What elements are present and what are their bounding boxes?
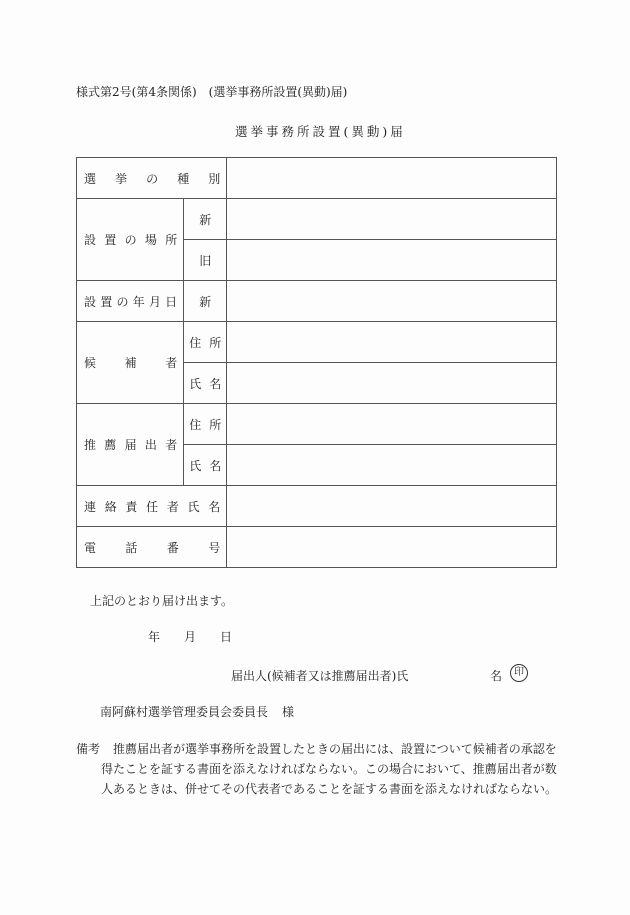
recipient bbox=[100, 703, 294, 720]
label-candidate-address: 住 所 bbox=[184, 322, 227, 363]
year-label: 年 bbox=[148, 630, 161, 644]
label-contact-person: 連 絡 責 任 者 氏 名 bbox=[77, 486, 227, 527]
row-recommender-address bbox=[77, 404, 557, 445]
row-candidate-address bbox=[77, 322, 557, 363]
label-recommender: 推 薦 届 出 者 bbox=[77, 404, 184, 486]
date-line bbox=[148, 628, 232, 645]
label-candidate-name: 氏 名 bbox=[184, 363, 227, 404]
row-location-new bbox=[77, 199, 557, 240]
form-header bbox=[76, 83, 347, 100]
candidate-address-field[interactable] bbox=[227, 322, 557, 363]
remarks-label: 備考 bbox=[76, 742, 101, 756]
location-old-field[interactable] bbox=[227, 240, 557, 281]
row-phone bbox=[77, 527, 557, 568]
filer-name-suffix: 名 bbox=[490, 669, 503, 683]
day-label: 日 bbox=[220, 630, 233, 644]
contact-person-field[interactable] bbox=[227, 486, 557, 527]
label-location-new: 新 bbox=[184, 199, 227, 240]
notification-form-table bbox=[76, 157, 557, 568]
form-number: 様式第2号(第4条関係) bbox=[76, 85, 197, 99]
location-new-field[interactable] bbox=[227, 199, 557, 240]
row-setup-date bbox=[77, 281, 557, 322]
declaration-text: 上記のとおり届け出ます。 bbox=[90, 594, 234, 608]
election-type-field[interactable] bbox=[227, 158, 557, 199]
label-recommender-address: 住 所 bbox=[184, 404, 227, 445]
setup-date-field[interactable] bbox=[227, 281, 557, 322]
label-candidate: 候 補 者 bbox=[77, 322, 184, 404]
recommender-address-field[interactable] bbox=[227, 404, 557, 445]
label-election-type: 選 挙 の 種 別 bbox=[77, 158, 227, 199]
seal-icon: 印 bbox=[510, 664, 528, 682]
label-setup-date: 設 置 の 年 月 日 bbox=[77, 281, 184, 322]
label-location: 設 置 の 場 所 bbox=[77, 199, 184, 281]
recipient-name: 南阿蘇村選挙管理委員会委員長 bbox=[100, 705, 269, 719]
row-election-type bbox=[77, 158, 557, 199]
label-phone: 電 話 番 号 bbox=[77, 527, 227, 568]
recipient-honorific: 様 bbox=[282, 705, 295, 719]
remarks-line-1: 推薦届出者が選挙事務所を設置したときの届出には、設置について候補者の承認を bbox=[113, 742, 557, 756]
document-title: 選挙事務所設置(異動)届 bbox=[235, 124, 406, 139]
form-name: (選挙事務所設置(異動)届) bbox=[208, 85, 348, 99]
recommender-name-field[interactable] bbox=[227, 445, 557, 486]
label-location-old: 旧 bbox=[184, 240, 227, 281]
label-setup-date-new: 新 bbox=[184, 281, 227, 322]
phone-field[interactable] bbox=[227, 527, 557, 568]
label-recommender-name: 氏 名 bbox=[184, 445, 227, 486]
candidate-name-field[interactable] bbox=[227, 363, 557, 404]
remarks-line-2: 得たことを証する書面を添えなければならない。この場合において、推薦届出者が数 bbox=[101, 762, 557, 776]
row-contact-person bbox=[77, 486, 557, 527]
remarks-line-3: 人あるときは、併せてその代表者であることを証する書面を添えなければならない。 bbox=[101, 782, 558, 796]
month-label: 月 bbox=[184, 630, 197, 644]
filer-label: 届出人(候補者又は推薦届出者)氏 bbox=[231, 669, 409, 683]
